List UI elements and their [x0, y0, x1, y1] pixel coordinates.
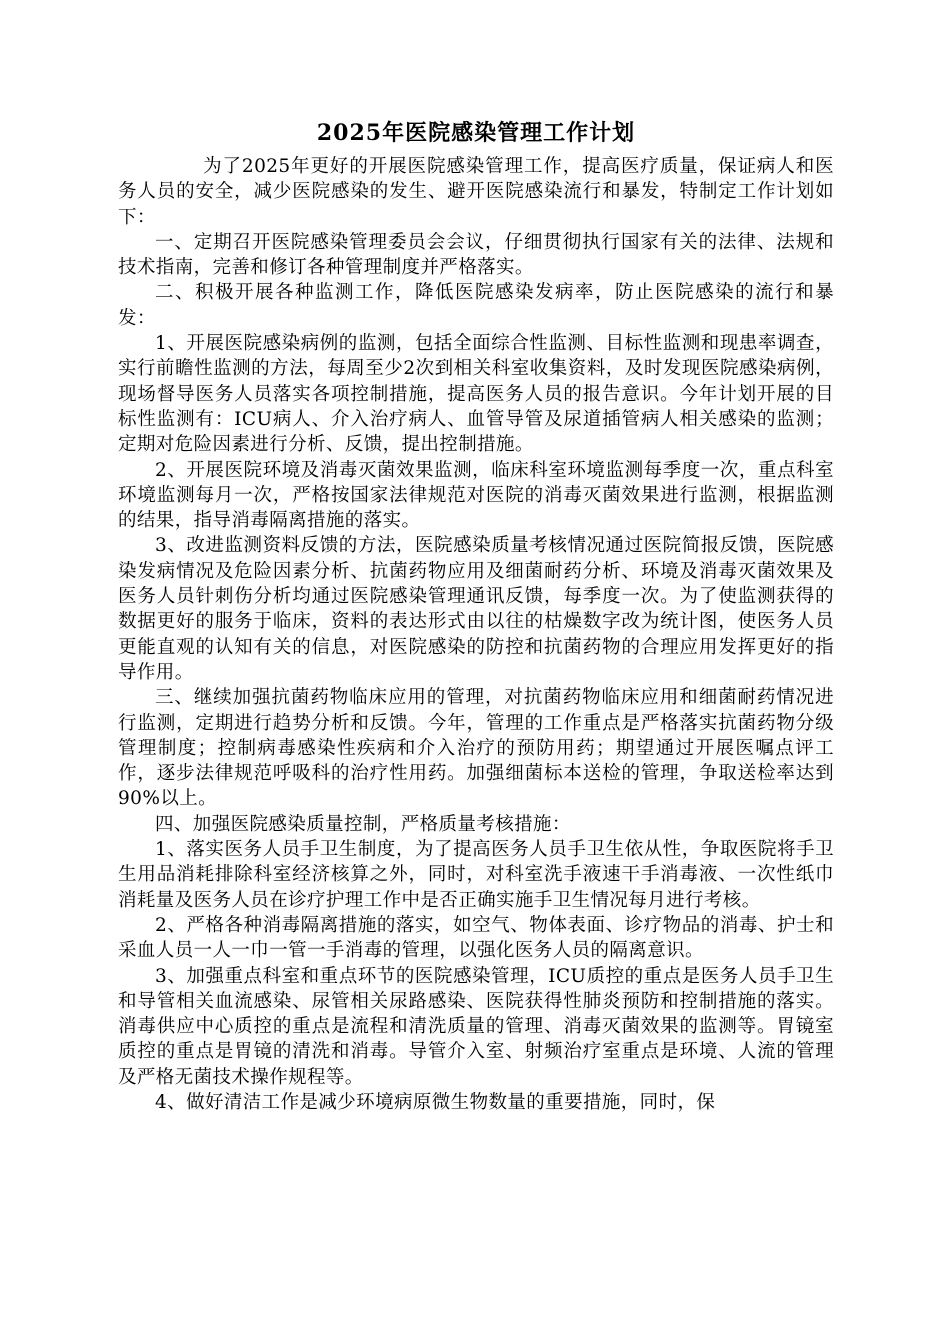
section-4-item-1: 1、落实医务人员手卫生制度，为了提高医务人员手卫生依从性，争取医院将手卫生用品消耗排除科室经济核算之外，同时，对科室洗手液速干手消毒液、一次性纸巾消耗量及医务人员在诊疗护理工作中是否正确实施手卫生情况每月进行考核。 — [118, 839, 834, 911]
section-2-item-3: 3、改进监测资料反馈的方法，医院感染质量考核情况通过医院简报反馈，医院感染发病情况及危险因素分析、抗菌药物应用及细菌耐药分析、环境及消毒灭菌效果及医务人员针刺伤分析均通过医院感染管理通讯反馈，每季度一次。为了使监测获得的数据更好的服务于临床，资料的表达形式由以往的枯燥数字改为统计图，使医务人员更能直观的认知有关的信息，对医院感染的防控和抗菌药物的合理应用发挥更好的指导作用。 — [118, 535, 834, 683]
intro-paragraph: 为了2025年更好的开展医院感染管理工作，提高医疗质量，保证病人和医务人员的安全，减少医院感染的发生、避开医院感染流行和暴发，特制定工作计划如下： — [118, 156, 834, 228]
document-title: 2025年医院感染管理工作计划 — [316, 120, 636, 146]
section-3-paragraph: 三、继续加强抗菌药物临床应用的管理，对抗菌药物临床应用和细菌耐药情况进行监测，定期进行趋势分析和反馈。今年，管理的工作重点是严格落实抗菌药物分级管理制度；控制病毒感染性疾病和介入治疗的预防用药；期望通过开展医嘱点评工作，逐步法律规范呼吸科的治疗性用药。加强细菌标本送检的管理，争取送检率达到90%以上。 — [118, 687, 834, 810]
section-4-heading: 四、加强医院感染质量控制，严格质量考核措施： — [155, 813, 571, 835]
section-4-item-2: 2、严格各种消毒隔离措施的落实，如空气、物体表面、诊疗物品的消毒、护士和采血人员一人一巾一管一手消毒的管理，以强化医务人员的隔离意识。 — [118, 914, 834, 962]
section-2-item-2: 2、开展医院环境及消毒灭菌效果监测，临床科室环境监测每季度一次，重点科室环境监测每月一次，严格按国家法律规范对医院的消毒灭菌效果进行监测，根据监测的结果，指导消毒隔离措施的落实。 — [118, 459, 834, 532]
section-2-heading: 二、积极开展各种监测工作，降低医院感染发病率，防止医院感染的流行和暴发： — [118, 282, 834, 329]
section-1-paragraph: 一、定期召开医院感染管理委员会会议，仔细贯彻执行国家有关的法律、法规和技术指南，完善和修订各种管理制度并严格落实。 — [118, 231, 834, 279]
document-page — [118, 118, 834, 1115]
section-4-item-3: 3、加强重点科室和重点环节的医院感染管理，ICU质控的重点是医务人员手卫生和导管相关血流感染、尿管相关尿路感染、医院获得性肺炎预防和控制措施的落实。消毒供应中心质控的重点是流程和清洗质量的管理、消毒灭菌效果的监测等。胃镜室质控的重点是胃镜的清洗和消毒。导管介入室、射频治疗室重点是环境、人流的管理及严格无菌技术操作规程等。 — [118, 965, 834, 1088]
section-2-item-1: 1、开展医院感染病例的监测，包括全面综合性监测、目标性监测和现患率调查，实行前瞻性监测的方法，每周至少2次到相关科室收集资料，及时发现医院感染病例，现场督导医务人员落实各项控制措施，提高医务人员的报告意识。今年计划开展的目标性监测有：ICU病人、介入治疗病人、血管导管及尿道插管病人相关感染的监测；定期对危险因素进行分析、反馈，提出控制措施。 — [118, 333, 834, 456]
section-4-item-4: 4、做好清洁工作是减少环境病原微生物数量的重要措施，同时，保 — [155, 1091, 716, 1113]
